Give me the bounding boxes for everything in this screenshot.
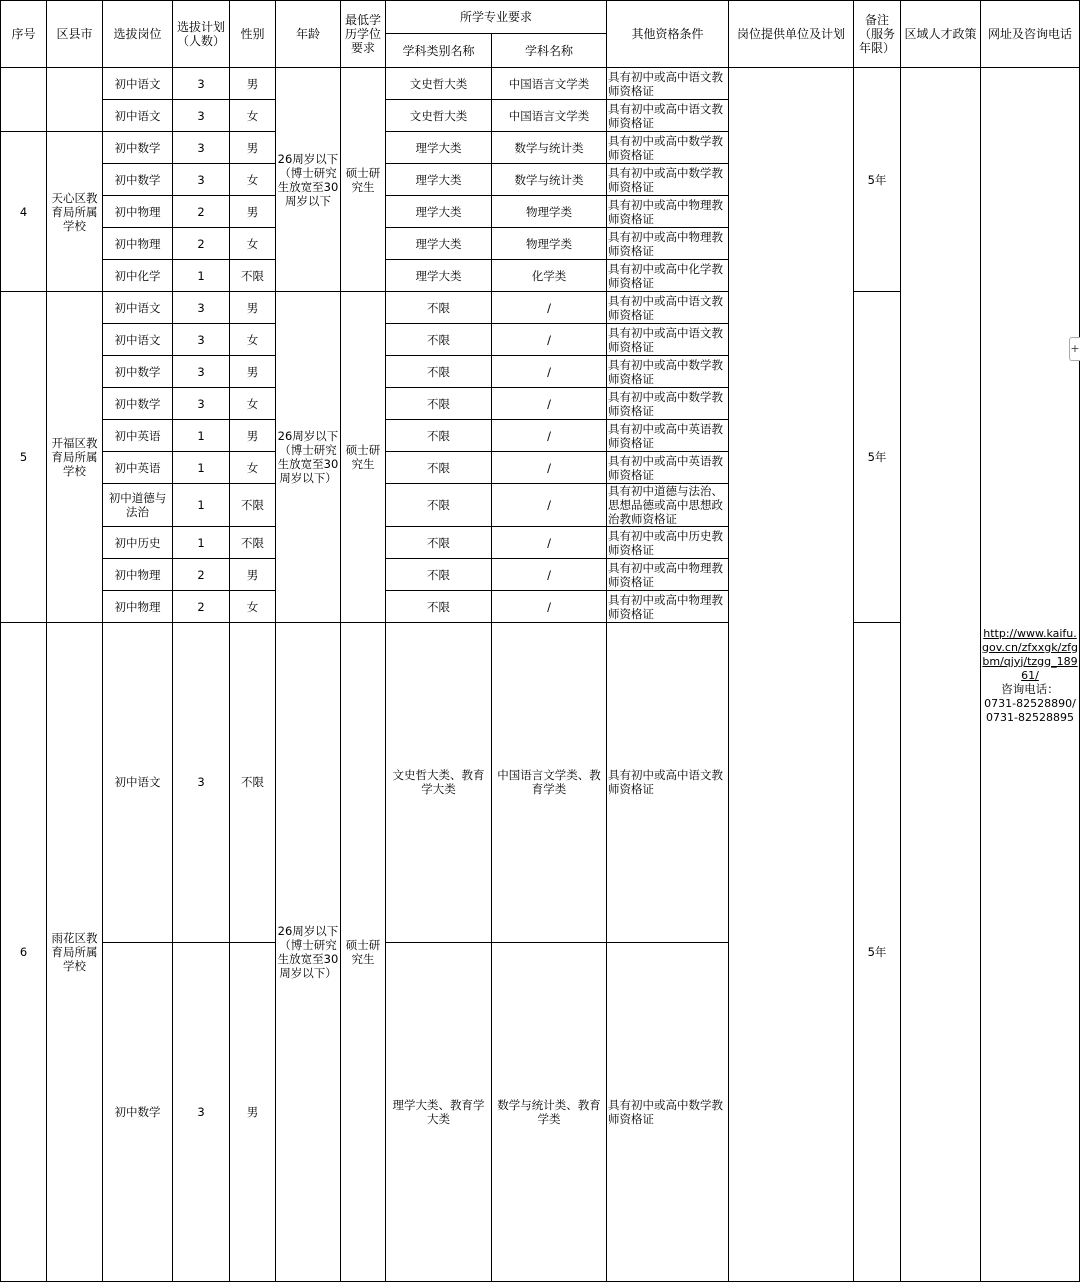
other-cell: 具有初中或高中物理教师资格证 — [607, 591, 729, 623]
category-cell: 不限 — [386, 324, 492, 356]
category-cell: 理学大类、教育学大类 — [386, 942, 492, 1282]
gender-cell: 女 — [230, 591, 276, 623]
other-cell: 具有初中或高中物理教师资格证 — [607, 196, 729, 228]
position-cell: 初中语文 — [103, 292, 173, 324]
header-policy: 区域人才政策 — [901, 1, 981, 68]
plan-cell: 2 — [173, 196, 230, 228]
district-cell: 雨花区教育局所属学校 — [47, 623, 103, 1282]
other-cell: 具有初中或高中数学教师资格证 — [607, 164, 729, 196]
gender-cell: 女 — [230, 452, 276, 484]
gender-cell: 不限 — [230, 260, 276, 292]
plan-cell: 2 — [173, 559, 230, 591]
position-cell: 初中物理 — [103, 196, 173, 228]
gender-cell: 男 — [230, 559, 276, 591]
category-cell: 不限 — [386, 292, 492, 324]
gender-cell: 女 — [230, 388, 276, 420]
plan-cell: 2 — [173, 591, 230, 623]
position-cell: 初中语文 — [103, 68, 173, 100]
contact-cell-kaifu — [981, 68, 1080, 1282]
category-cell: 不限 — [386, 591, 492, 623]
position-cell: 初中物理 — [103, 228, 173, 260]
major-cell: / — [492, 591, 607, 623]
gender-cell: 男 — [230, 196, 276, 228]
other-cell: 具有初中或高中语文教师资格证 — [607, 324, 729, 356]
plan-cell: 2 — [173, 228, 230, 260]
other-cell: 具有初中或高中数学教师资格证 — [607, 356, 729, 388]
header-district: 区县市 — [47, 1, 103, 68]
gender-cell: 女 — [230, 228, 276, 260]
other-cell: 具有初中或高中数学教师资格证 — [607, 132, 729, 164]
header-age: 年龄 — [276, 1, 341, 68]
position-cell: 初中语文 — [103, 623, 173, 943]
category-cell: 理学大类 — [386, 164, 492, 196]
plan-cell: 3 — [173, 324, 230, 356]
header-position: 选拔岗位 — [103, 1, 173, 68]
table-row — [1, 68, 1080, 100]
category-cell: 理学大类 — [386, 260, 492, 292]
major-cell: 中国语言文学类、教育学类 — [492, 623, 607, 943]
note-cell: 5年 — [854, 292, 901, 623]
kaifu-link[interactable]: http://www.kaifu.gov.cn/zfxxgk/zfgbm/qjyj/tzgg_18961/ — [982, 626, 1078, 682]
plan-cell: 3 — [173, 623, 230, 943]
other-cell: 具有初中或高中化学教师资格证 — [607, 260, 729, 292]
position-cell: 初中数学 — [103, 388, 173, 420]
category-cell: 理学大类 — [386, 228, 492, 260]
major-cell: / — [492, 559, 607, 591]
gender-cell: 男 — [230, 132, 276, 164]
expand-plus-icon[interactable]: + — [1069, 337, 1080, 361]
other-cell: 具有初中或高中语文教师资格证 — [607, 100, 729, 132]
header-plan: 选拔计划（人数） — [173, 1, 230, 68]
plan-cell: 1 — [173, 527, 230, 559]
plan-cell: 3 — [173, 388, 230, 420]
position-cell: 初中化学 — [103, 260, 173, 292]
major-cell: / — [492, 420, 607, 452]
other-cell: 具有初中或高中语文教师资格证 — [607, 623, 729, 943]
header-major-name: 学科名称 — [492, 34, 607, 68]
major-cell: 物理学类 — [492, 228, 607, 260]
district-cell — [47, 68, 103, 132]
position-cell: 初中物理 — [103, 591, 173, 623]
other-cell: 具有初中或高中数学教师资格证 — [607, 942, 729, 1282]
note-cell: 5年 — [854, 68, 901, 292]
header-other: 其他资格条件 — [607, 1, 729, 68]
note-cell: 5年 — [854, 623, 901, 1282]
other-cell: 具有初中或高中语文教师资格证 — [607, 292, 729, 324]
other-cell: 具有初中或高中数学教师资格证 — [607, 388, 729, 420]
major-cell: / — [492, 452, 607, 484]
gender-cell: 不限 — [230, 484, 276, 527]
position-cell: 初中英语 — [103, 420, 173, 452]
major-cell: 数学与统计类 — [492, 132, 607, 164]
other-cell: 具有初中或高中英语教师资格证 — [607, 452, 729, 484]
unit-cell — [729, 68, 854, 1282]
kaifu-phone-label: 咨询电话： — [1001, 681, 1059, 696]
position-cell: 初中语文 — [103, 100, 173, 132]
major-cell: 中国语言文学类 — [492, 68, 607, 100]
plan-cell: 1 — [173, 452, 230, 484]
gender-cell: 男 — [230, 292, 276, 324]
category-cell: 文史哲大类 — [386, 68, 492, 100]
position-cell: 初中语文 — [103, 324, 173, 356]
header-major-category: 学科类别名称 — [386, 34, 492, 68]
category-cell: 不限 — [386, 559, 492, 591]
category-cell: 不限 — [386, 420, 492, 452]
age-cell: 26周岁以下（博士研究生放宽至30周岁以下） — [276, 623, 341, 1282]
position-cell: 初中数学 — [103, 942, 173, 1282]
gender-cell: 女 — [230, 164, 276, 196]
plan-cell: 3 — [173, 356, 230, 388]
major-cell: 数学与统计类、教育学类 — [492, 942, 607, 1282]
header-contact: 网址及咨询电话 — [981, 1, 1080, 68]
seq-cell — [1, 68, 47, 132]
position-cell: 初中数学 — [103, 132, 173, 164]
seq-cell: 6 — [1, 623, 47, 1282]
major-cell: / — [492, 484, 607, 527]
category-cell: 文史哲大类、教育学大类 — [386, 623, 492, 943]
category-cell: 不限 — [386, 484, 492, 527]
position-cell: 初中英语 — [103, 452, 173, 484]
position-cell: 初中历史 — [103, 527, 173, 559]
degree-cell: 硕士研究生 — [341, 68, 386, 292]
category-cell: 不限 — [386, 356, 492, 388]
major-cell: 化学类 — [492, 260, 607, 292]
seq-cell: 4 — [1, 132, 47, 292]
header-gender: 性别 — [230, 1, 276, 68]
plan-cell: 3 — [173, 164, 230, 196]
header-seq: 序号 — [1, 1, 47, 68]
header-note: 备注（服务年限） — [854, 1, 901, 68]
district-cell: 天心区教育局所属学校 — [47, 132, 103, 292]
gender-cell: 男 — [230, 356, 276, 388]
gender-cell: 男 — [230, 420, 276, 452]
degree-cell: 硕士研究生 — [341, 292, 386, 623]
major-cell: 数学与统计类 — [492, 164, 607, 196]
age-cell: 26周岁以下（博士研究生放宽至30周岁以下） — [276, 292, 341, 623]
position-cell: 初中物理 — [103, 559, 173, 591]
plan-cell: 3 — [173, 942, 230, 1282]
position-cell: 初中数学 — [103, 164, 173, 196]
category-cell: 文史哲大类 — [386, 100, 492, 132]
category-cell: 理学大类 — [386, 196, 492, 228]
category-cell: 不限 — [386, 527, 492, 559]
major-cell: / — [492, 356, 607, 388]
major-cell: / — [492, 527, 607, 559]
plan-cell: 1 — [173, 484, 230, 527]
other-cell: 具有初中或高中语文教师资格证 — [607, 68, 729, 100]
gender-cell: 女 — [230, 100, 276, 132]
gender-cell: 男 — [230, 68, 276, 100]
plan-cell: 3 — [173, 68, 230, 100]
seq-cell: 5 — [1, 292, 47, 623]
gender-cell: 女 — [230, 324, 276, 356]
other-cell: 具有初中或高中物理教师资格证 — [607, 559, 729, 591]
major-cell: 中国语言文学类 — [492, 100, 607, 132]
gender-cell: 男 — [230, 942, 276, 1282]
gender-cell: 不限 — [230, 623, 276, 943]
category-cell: 不限 — [386, 388, 492, 420]
major-cell: / — [492, 324, 607, 356]
district-cell: 开福区教育局所属学校 — [47, 292, 103, 623]
age-cell: 26周岁以下（博士研究生放宽至30周岁以下 — [276, 68, 341, 292]
category-cell: 理学大类 — [386, 132, 492, 164]
category-cell: 不限 — [386, 452, 492, 484]
major-cell: / — [492, 292, 607, 324]
major-cell: / — [492, 388, 607, 420]
plan-cell: 1 — [173, 420, 230, 452]
header-major-group: 所学专业要求 — [386, 1, 607, 34]
degree-cell: 硕士研究生 — [341, 623, 386, 1282]
policy-cell — [901, 68, 981, 1282]
other-cell: 具有初中或高中历史教师资格证 — [607, 527, 729, 559]
kaifu-phone: 0731-82528890/0731-82528895 — [984, 696, 1076, 724]
position-cell: 初中数学 — [103, 356, 173, 388]
plan-cell: 3 — [173, 132, 230, 164]
other-cell: 具有初中或高中物理教师资格证 — [607, 228, 729, 260]
other-cell: 具有初中或高中英语教师资格证 — [607, 420, 729, 452]
plan-cell: 3 — [173, 100, 230, 132]
header-unit: 岗位提供单位及计划 — [729, 1, 854, 68]
gender-cell: 不限 — [230, 527, 276, 559]
other-cell: 具有初中道德与法治、思想品德或高中思想政治教师资格证 — [607, 484, 729, 527]
position-cell: 初中道德与法治 — [103, 484, 173, 527]
plan-cell: 1 — [173, 260, 230, 292]
major-cell: 物理学类 — [492, 196, 607, 228]
header-degree: 最低学历学位要求 — [341, 1, 386, 68]
plan-cell: 3 — [173, 292, 230, 324]
